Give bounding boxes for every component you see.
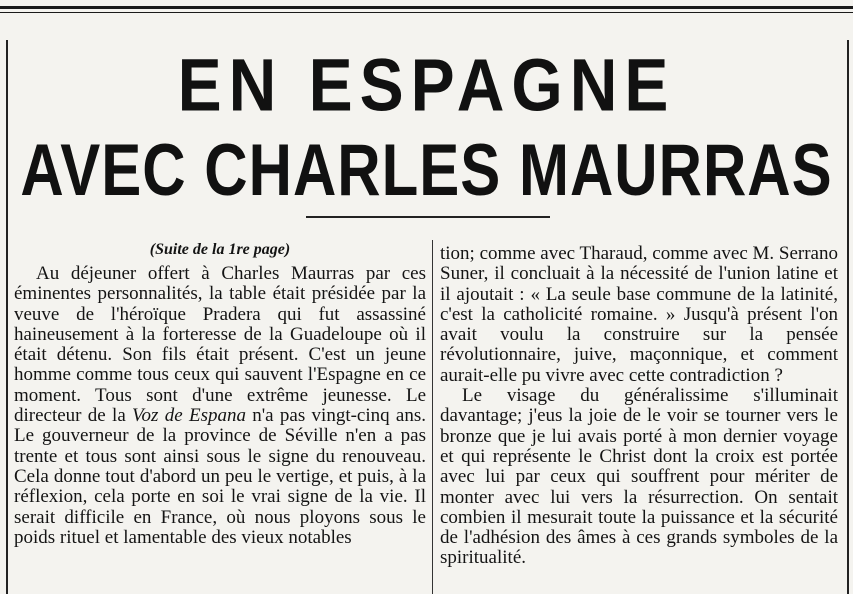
paragraph-text: Au déjeuner offert à Charles Maurras par ces éminentes personnalités, la table était présidée par la veuve de l'héroïque Pradera qui fut assassiné haineusement à la forteresse de la Guadeloupe où il était détenu. Son fils était présent. C'est un jeune homme comme tous ceux qui sauvent l'Espagne en ce moment. Tous sont d'une extrême jeunesse. Le directeur de la bbox=[14, 263, 426, 427]
paragraph: Le visage du généralissime s'illuminait davantage; j'eus la joie de le voir se tourner vers le bronze que je lui avais porté à mon dernier voyage et qui représente le Christ dont la croix est portée avec lui par ceux qui souffrent pour mériter de monter avec lui vers la résurrection. On sentait combien il mesurait toute la puissance et la sécurité de l'adhésion des âmes à ces grands symboles de la spiritualité. bbox=[440, 385, 838, 569]
continuation-note: (Suite de la 1re page) bbox=[149, 241, 291, 258]
headline-underline bbox=[306, 216, 550, 218]
paragraph-text: n'a pas vingt-cinq ans. Le gouverneur de la province de Séville n'en a pas trente et tous sont ainsi sous le signe du renouveau. Cela donne tout d'abord un peu le vertige, et puis, à la réflexion, cela porte en soi le vrai signe de la vie. Il serait difficile en France, où nous ployons sous le poids rituel et lamentable des vieux notables bbox=[14, 405, 427, 548]
paragraph: tion; comme avec Tharaud, comme avec M. Serrano Suner, il concluait à la nécessité de l'union latine et il ajoutait : « La seule base commune de la latinité, c'est la catholicité romaine. » Jusqu'à présent l'on avait voulu la construire sur la pensée révolutionnaire, juive, maçonnique, et comment aurait-elle pu vivre avec cette contradiction ? bbox=[440, 243, 838, 386]
headline-line-1: EN ESPAGNE bbox=[177, 43, 676, 127]
article-right-column bbox=[440, 244, 838, 569]
top-border-thin-rule bbox=[0, 12, 853, 13]
headline-line-2: AVEC CHARLES MAURRAS bbox=[20, 129, 833, 211]
newspaper-title: Voz de Espana bbox=[132, 405, 246, 427]
article-left-column bbox=[14, 240, 426, 548]
column-divider bbox=[432, 240, 433, 594]
paragraph bbox=[14, 264, 426, 548]
top-border-rule bbox=[0, 6, 853, 9]
